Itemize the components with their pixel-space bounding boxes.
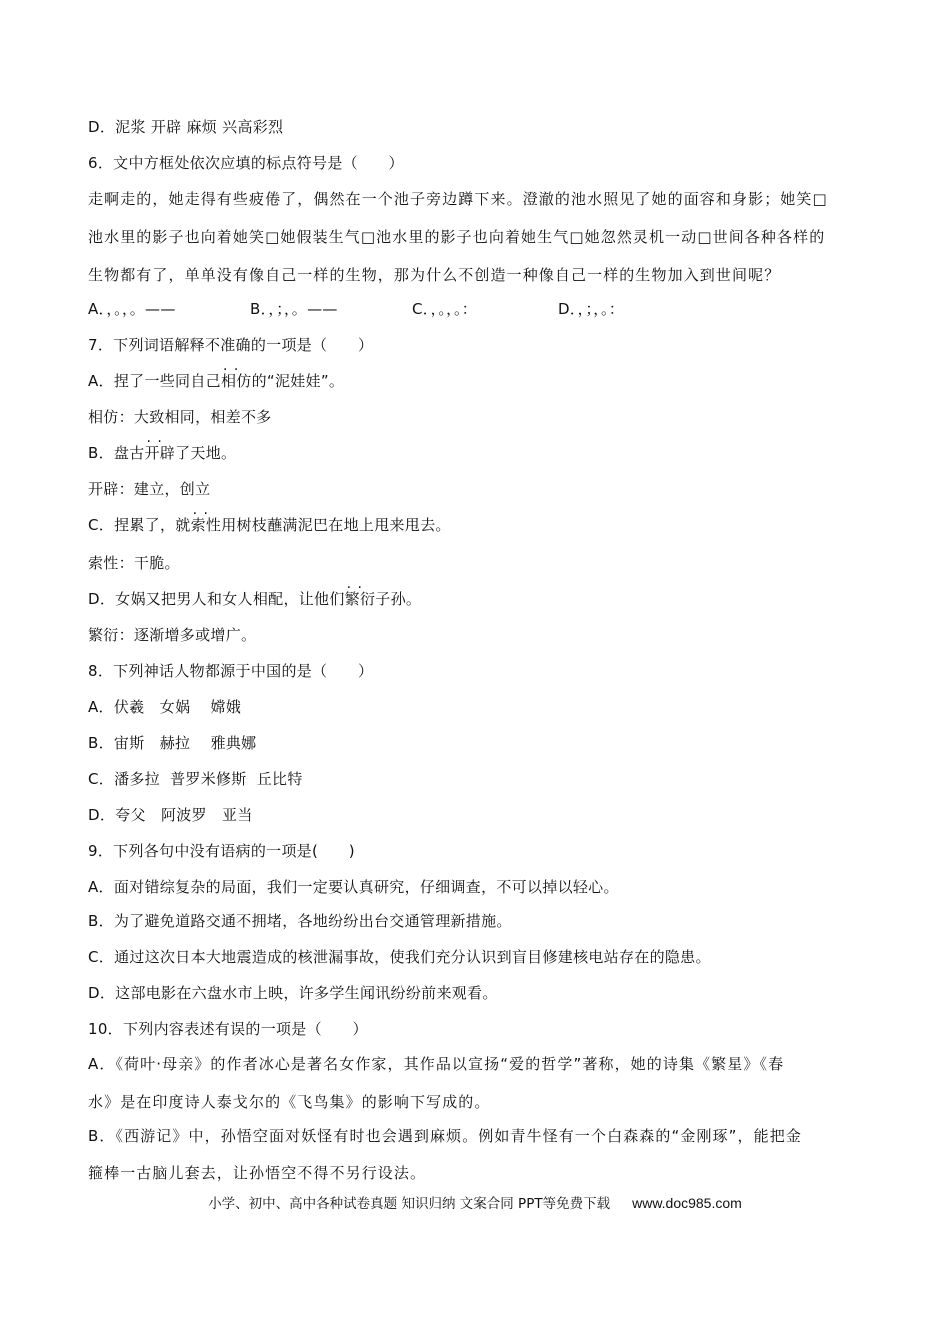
question-6-passage-line-1: 走啊走的，她走得有些疲倦了，偶然在一个池子旁边蹲下来。澄澈的池水照见了她的面容和身影；她笑□ bbox=[88, 190, 828, 208]
question-7-explanation-b: 开辟：建立，创立 bbox=[88, 480, 211, 498]
question-6-passage-line-2: 池水里的影子也向着她笑□她假装生气□池水里的影子也向着她生气□她忽然灵机一动□世间各种各样的 bbox=[88, 228, 826, 246]
question-8-stem: 8．下列神话人物都源于中国的是（ ） bbox=[88, 662, 374, 680]
question-9-option-d: D．这部电影在六盘水市上映，许多学生闻讯纷纷前来观看。 bbox=[88, 984, 498, 1002]
question-5-option-d: D．泥浆 开辟 麻烦 兴高彩烈 bbox=[88, 118, 284, 136]
question-8-option-a: A．伏羲 女娲 嫦娥 bbox=[88, 698, 242, 716]
question-10-option-b-line-1: B．《西游记》中，孙悟空面对妖怪有时也会遇到麻烦。例如青牛怪有一个白森森的“金刚琢”，能把金 bbox=[88, 1127, 802, 1145]
question-6-options bbox=[88, 299, 624, 319]
question-9-option-a: A．面对错综复杂的局面，我们一定要认真研究，仔细调查，不可以掉以轻心。 bbox=[88, 878, 619, 896]
dotted-word: · · 开辟 bbox=[145, 444, 176, 462]
dotted-word: · · 索性 bbox=[191, 516, 222, 534]
question-10-stem: 10．下列内容表述有误的一项是（ ） bbox=[88, 1020, 368, 1038]
question-7-explanation-d: 繁衍：逐渐增多或增广。 bbox=[88, 626, 257, 644]
question-6-option-b: B．，；，。—— bbox=[250, 300, 338, 318]
question-7-stem: 7．下列词语解释不准确的一项是（ ） bbox=[88, 336, 374, 354]
footer-website-link[interactable]: www.doc985.com bbox=[632, 1195, 742, 1211]
dotted-word: · · 相仿 bbox=[221, 372, 252, 390]
question-10-option-a-line-1: A．《荷叶·母亲》的作者冰心是著名女作家，其作品以宣扬“爱的哲学”著称，她的诗集《繁星》《春 bbox=[88, 1055, 785, 1073]
question-8-option-b: B．宙斯 赫拉 雅典娜 bbox=[88, 734, 257, 752]
question-7-option-a: A．捏了一些同自己· · 相仿的“泥娃娃”。 bbox=[88, 371, 344, 391]
question-7-explanation-c: 索性：干脆。 bbox=[88, 554, 180, 572]
question-9-option-b: B．为了避免道路交通不拥堵，各地纷纷出台交通管理新措施。 bbox=[88, 912, 512, 930]
question-6-stem: 6．文中方框处依次应填的标点符号是（ ） bbox=[88, 154, 404, 172]
dotted-word: · · 繁衍 bbox=[345, 590, 376, 608]
question-9-stem: 9．下列各句中没有语病的一项是( ) bbox=[88, 842, 355, 860]
question-8-option-c: C．潘多拉 普罗米修斯 丘比特 bbox=[88, 770, 303, 788]
question-10-option-a-line-2: 水》是在印度诗人泰戈尔的《飞鸟集》的影响下写成的。 bbox=[88, 1093, 491, 1111]
question-6-option-c: C．，。，。： bbox=[412, 300, 478, 318]
footer-text: 小学、初中、高中各种试卷真题 知识归纳 文案合同 PPT等免费下载 bbox=[208, 1196, 611, 1212]
question-9-option-c: C．通过这次日本大地震造成的核泄漏事故，使我们充分认识到盲目修建核电站存在的隐患。 bbox=[88, 948, 711, 966]
question-7-option-d: D．女娲又把男人和女人相配，让他们· · 繁衍子孙。 bbox=[88, 589, 421, 609]
question-7-option-b: B．盘古· · 开辟了天地。 bbox=[88, 443, 236, 463]
question-7-explanation-a: 相仿：大致相同，相差不多 bbox=[88, 408, 272, 426]
question-10-option-b-line-2: 箍棒一古脑儿套去，让孙悟空不得不另行设法。 bbox=[88, 1164, 427, 1182]
question-6-option-a: A．，。，。—— bbox=[88, 300, 176, 318]
page-footer bbox=[0, 1192, 950, 1212]
question-6-passage-line-3: 生物都有了，单单没有像自己一样的生物，那为什么不创造一种像自己一样的生物加入到世间呢？ bbox=[88, 266, 781, 284]
question-6-option-d: D．，；，。： bbox=[558, 300, 625, 318]
question-8-option-d: D．夸父 阿波罗 亚当 bbox=[88, 806, 253, 824]
question-7-option-c: C．捏累了，就· · 索性用树枝蘸满泥巴在地上甩来甩去。 bbox=[88, 515, 451, 535]
